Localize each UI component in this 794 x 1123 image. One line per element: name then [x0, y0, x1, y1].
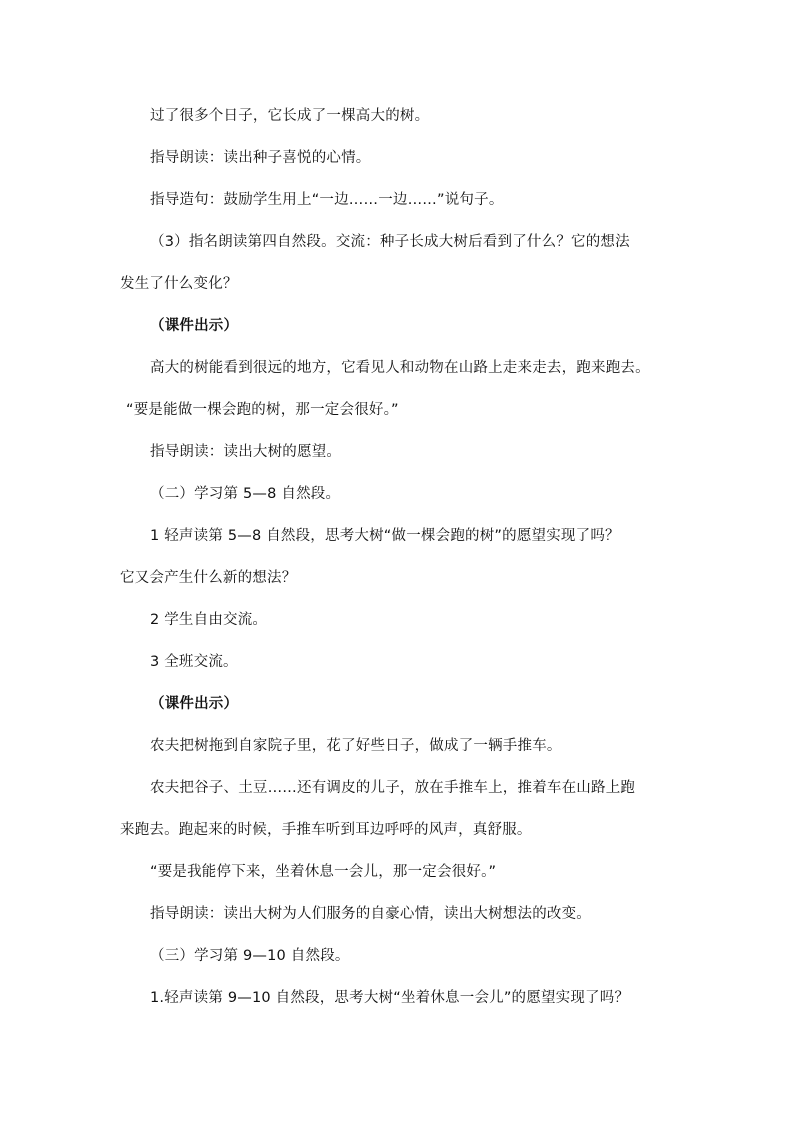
quote-line: “要是我能停下来，坐着休息一会儿，那一定会很好。” [150, 864, 497, 880]
paragraph-line: 指导造句：鼓励学生用上“一边……一边……”说句子。 [150, 192, 504, 208]
paragraph-line: 1 轻声读第 5—8 自然段，思考大树“做一棵会跑的树”的愿望实现了吗？ [150, 528, 620, 544]
paragraph-line: 高大的树能看到很远的地方，它看见人和动物在山路上走来走去，跑来跑去。 [150, 360, 650, 376]
paragraph-line: 1.轻声读第 9—10 自然段，思考大树“坐着休息一会儿”的愿望实现了吗？ [150, 990, 630, 1006]
paragraph-line: 来跑去。跑起来的时候，手推车听到耳边呼呼的风声，真舒服。 [120, 822, 532, 838]
paragraph-line: 2 学生自由交流。 [150, 612, 268, 628]
paragraph-line: 指导朗读：读出种子喜悦的心情。 [150, 150, 371, 166]
paragraph-line: 过了很多个日子，它长成了一棵高大的树。 [150, 108, 430, 124]
section-heading: （二）学习第 5—8 自然段。 [150, 486, 341, 502]
section-heading: （三）学习第 9—10 自然段。 [150, 948, 350, 964]
section-label: （课件出示） [150, 696, 239, 712]
paragraph-line: 农夫把谷子、土豆……还有调皮的儿子，放在手推车上，推着车在山路上跑 [150, 780, 636, 796]
paragraph-line: 发生了什么变化？ [120, 276, 238, 292]
quote-line: “要是能做一棵会跑的树，那一定会很好。” [126, 402, 399, 418]
paragraph-line: 它又会产生什么新的想法？ [120, 570, 297, 586]
paragraph-line: （3）指名朗读第四自然段。交流：种子长成大树后看到了什么？它的想法 [150, 234, 630, 250]
paragraph-line: 3 全班交流。 [150, 654, 238, 670]
paragraph-line: 农夫把树拖到自家院子里，花了好些日子，做成了一辆手推车。 [150, 738, 562, 754]
section-label: （课件出示） [150, 318, 239, 334]
paragraph-line: 指导朗读：读出大树的愿望。 [150, 444, 342, 460]
paragraph-line: 指导朗读：读出大树为人们服务的自豪心情，读出大树想法的改变。 [150, 906, 591, 922]
